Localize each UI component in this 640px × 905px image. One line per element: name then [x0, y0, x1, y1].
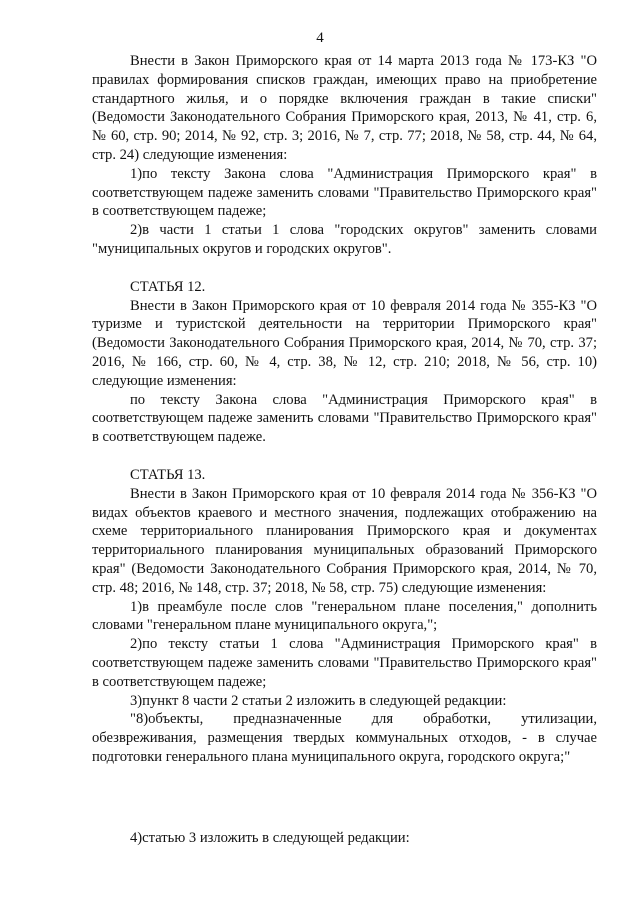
article-13-heading: СТАТЬЯ 13.: [130, 466, 206, 483]
article-12-heading: СТАТЬЯ 12.: [130, 278, 206, 295]
spacer: [92, 447, 597, 466]
spacer: [92, 259, 597, 278]
block1-item-2: 2)в части 1 статьи 1 слова "городских округов" заменить словами "муниципальных округов и городских округов".: [92, 222, 597, 257]
page-number: 4: [316, 30, 324, 46]
block1-item-1: 1)по тексту Закона слова "Администрация Приморского края" в соответствующем падеже заменить словами "Правительство Приморского края" в соответствующем падеже;: [92, 165, 597, 220]
block1-intro: Внести в Закон Приморского края от 14 марта 2013 года № 173-КЗ "О правилах формирования списков граждан, имеющих право на приобретение стандартного жилья, и о порядке включения граждан в такие списки" (Ведомости Законодательного Собрания Приморского края, 2013, № 41, стр. 6, № 60, стр. 90; 2014, № 92, стр. 3; 2016, № 7, стр. 77; 2018, № 58, стр. 44, № 64, стр. 24) следующие изменения:: [92, 53, 597, 163]
article-13-intro: Внести в Закон Приморского края от 10 февраля 2014 года № 356-КЗ "О видах объектов краевого и местного значения, подлежащих отображению на схеме территориального планирования Приморского края и документах территориального планирования муниципальных образований Приморского края" (Ведомости Законодательного Собрания Приморского края, 2014, № 70, стр. 48; 2016, № 148, стр. 37; 2018, № 58, стр. 75) следующие изменения:: [92, 485, 597, 596]
article-13-item-4: 4)статью 3 изложить в следующей редакции:: [130, 830, 410, 846]
article-13-item-3-quote: "8)объекты, предназначенные для обработки, утилизации, обезвреживания, размещения твердых коммунальных отходов, - в случае подготовки генерального плана муниципального округа, городского округа;": [92, 711, 597, 765]
article-12-item-1: по тексту Закона слова "Администрация Приморского края" в соответствующем падеже заменить словами "Правительство Приморского края" в соответствующем падеже.: [92, 391, 597, 446]
article-13-item-1: 1)в преамбуле после слов "генеральном плане поселения," дополнить словами "генеральном плане муниципального округа,";: [92, 598, 597, 634]
article-13-item-3: 3)пункт 8 части 2 статьи 2 изложить в следующей редакции:: [130, 692, 507, 709]
article-12-intro: Внести в Закон Приморского края от 10 февраля 2014 года № 355-КЗ "О туризме и туристской деятельности на территории Приморского края" (Ведомости Законодательного Собрания Приморского края, 2014, № 70, стр. 37; 2016, № 166, стр. 60, № 4, стр. 38, № 12, стр. 210; 2018, № 56, стр. 10) следующие изменения:: [92, 297, 597, 389]
article-13-item-2: 2)по тексту статьи 1 слова "Администрация Приморского края" в соответствующем падеже заменить словами "Правительство Приморского края" в соответствующем падеже;: [92, 636, 597, 690]
document-body: [92, 52, 597, 767]
